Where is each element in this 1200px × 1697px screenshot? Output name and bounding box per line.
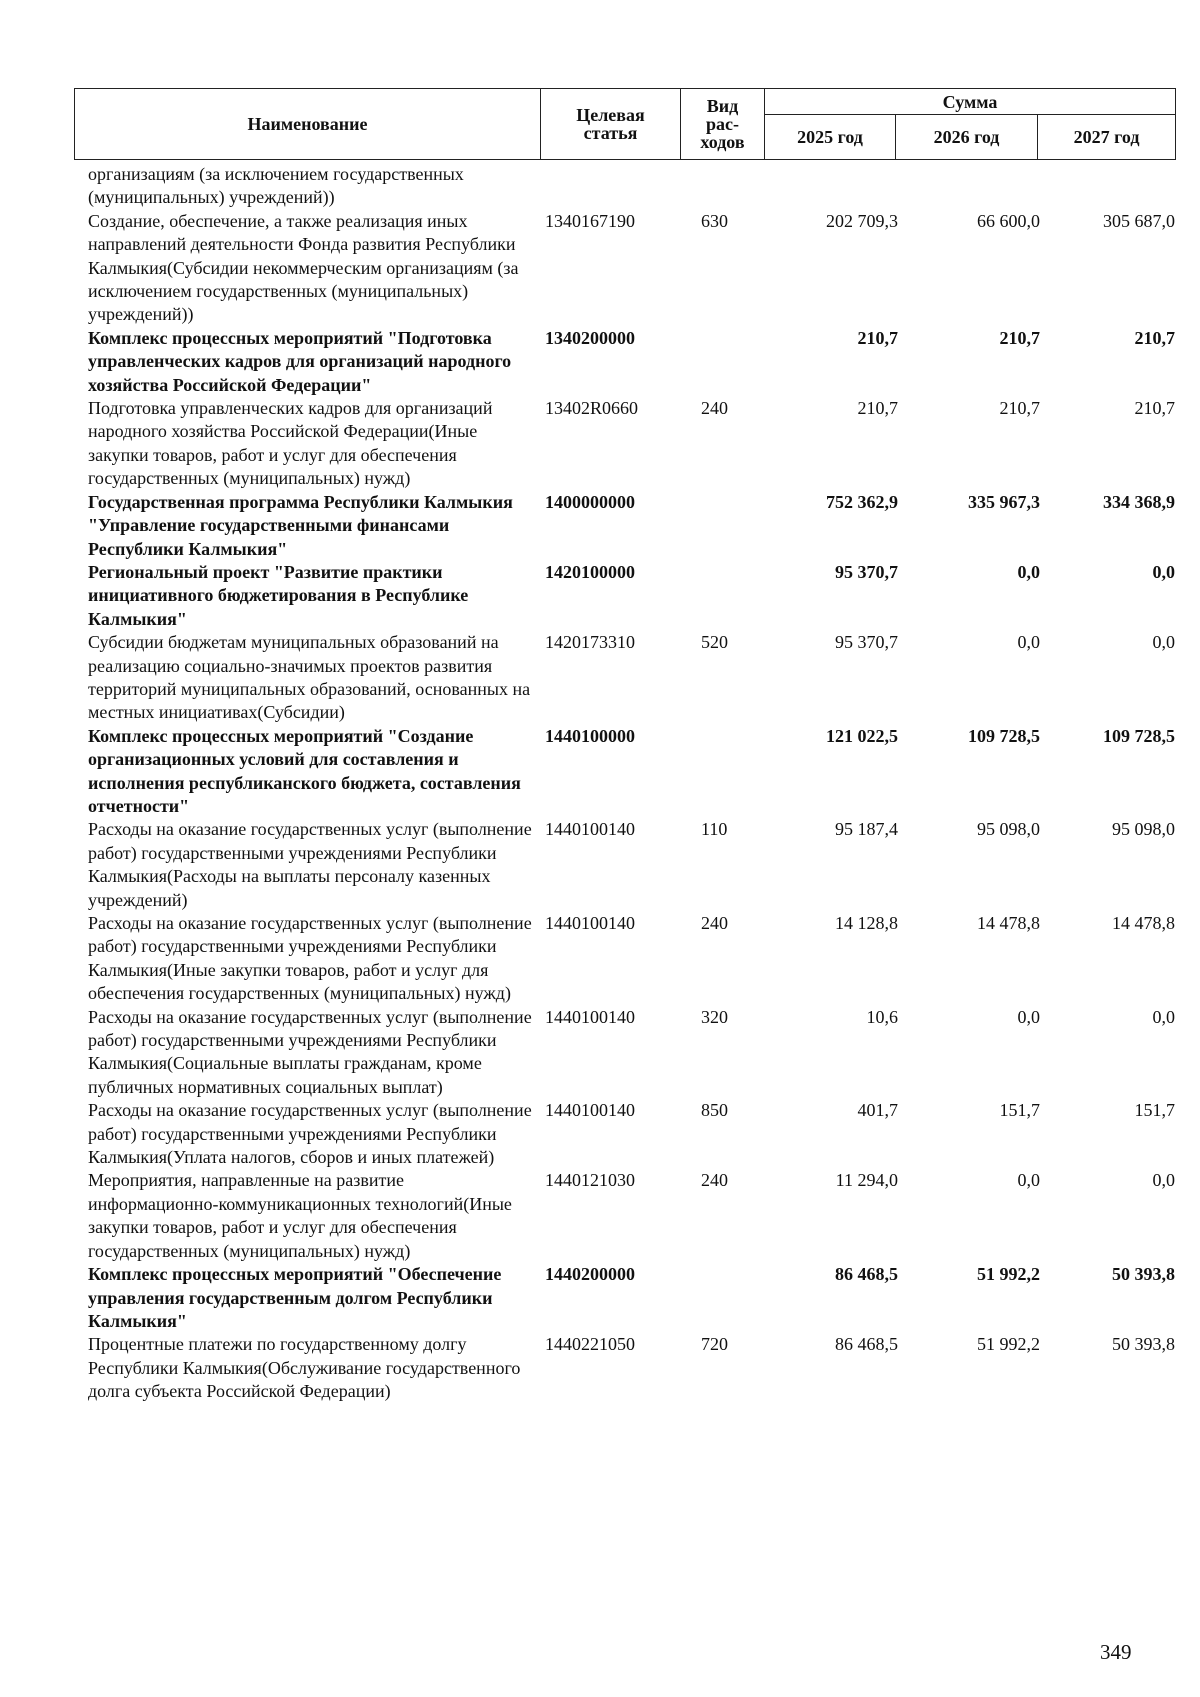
row-article: 13402R0660: [545, 398, 639, 419]
row-name: Расходы на оказание государственных услуг (выполнение работ) государственными учреждениями Республики Калмыкия(Иные закупки товаров, работ и услуг для обеспечения государственных (муниципальных) нужд): [88, 913, 532, 1004]
row-vid: 850: [701, 1100, 728, 1121]
row-article: 1440221050: [545, 1334, 635, 1355]
row-name: Создание, обеспечение, а также реализация иных направлений деятельности Фонда развития Республики Калмыкия(Субсидии некоммерческим организациям (за исключением государственных (муниципальных) учреждений)): [88, 210, 519, 325]
header-article: Целевая статья: [541, 89, 681, 160]
row-name: Государственная программа Республики Калмыкия "Управление государственными финансами Республики Калмыкия": [88, 491, 513, 559]
row-sum-2026: 0,0: [1017, 632, 1040, 653]
row-vid: 320: [701, 1006, 728, 1027]
table-row: [88, 561, 1175, 631]
row-sum-2026: 14 478,8: [977, 913, 1040, 933]
row-sum-2026: 51 992,2: [977, 1264, 1040, 1285]
row-vid: 110: [701, 819, 728, 840]
row-name: Региональный проект "Развитие практики инициативного бюджетирования в Республике Калмыкия": [88, 561, 469, 629]
row-sum-2025: 752 362,9: [826, 491, 898, 512]
row-sum-2026: 151,7: [999, 1100, 1040, 1121]
row-sum-2027: 109 728,5: [1103, 725, 1175, 746]
table-row: [88, 1169, 1175, 1263]
row-name: Комплекс процессных мероприятий "Обеспечение управления государственным долгом Республики Калмыкия": [88, 1264, 502, 1331]
table-row: [88, 725, 1175, 819]
row-sum-2026: 95 098,0: [977, 819, 1040, 840]
row-sum-2027: 210,7: [1134, 398, 1175, 419]
table-row: [88, 1263, 1175, 1333]
row-name: Мероприятия, направленные на развитие информационно-коммуникационных технологий(Иные закупки товаров, работ и услуг для обеспечения государственных (муниципальных) нужд): [88, 1170, 512, 1261]
row-sum-2025: 86 468,5: [835, 1334, 898, 1355]
row-sum-2027: 334 368,9: [1103, 491, 1175, 512]
row-sum-2027: 305 687,0: [1103, 210, 1175, 231]
row-sum-2027: 0,0: [1152, 561, 1175, 582]
row-sum-2025: 210,7: [857, 398, 898, 419]
row-name: Комплекс процессных мероприятий "Подготовка управленческих кадров для организаций народного хозяйства Российской Федерации": [88, 327, 512, 395]
row-sum-2026: 0,0: [1017, 1170, 1040, 1191]
row-name: Расходы на оказание государственных услуг (выполнение работ) государственными учреждениями Республики Калмыкия(Уплата налогов, сборов и иных платежей): [88, 1100, 532, 1168]
row-sum-2027: 0,0: [1152, 1006, 1175, 1027]
page-number: 349: [1100, 1640, 1132, 1664]
row-vid: 520: [701, 632, 728, 653]
row-sum-2027: 50 393,8: [1112, 1334, 1175, 1355]
row-sum-2025: 11 294,0: [835, 1170, 898, 1191]
row-sum-2025: 10,6: [866, 1006, 898, 1027]
table-row: [88, 491, 1175, 561]
table-row: [88, 1099, 1175, 1169]
row-article: 1340200000: [545, 327, 635, 348]
row-sum-2025: 210,7: [857, 327, 898, 348]
row-sum-2025: 121 022,5: [826, 725, 898, 746]
row-sum-2026: 210,7: [999, 327, 1040, 348]
row-vid: 240: [701, 1170, 728, 1191]
row-name: Расходы на оказание государственных услуг (выполнение работ) государственными учреждениями Республики Калмыкия(Расходы на выплаты персоналу казенных учреждений): [88, 819, 532, 910]
row-sum-2027: 50 393,8: [1112, 1264, 1175, 1285]
table-row: [88, 912, 1175, 1006]
table-row: [88, 397, 1175, 491]
row-article: 1440100140: [545, 819, 635, 840]
row-name: Процентные платежи по государственному долгу Республики Калмыкия(Обслуживание государственного долга субъекта Российской Федерации): [88, 1334, 521, 1402]
header-name: Наименование: [75, 89, 541, 160]
row-sum-2026: 0,0: [1017, 561, 1040, 582]
table-row: [88, 1333, 1175, 1403]
table-body: [88, 163, 1175, 1404]
row-sum-2025: 202 709,3: [826, 210, 898, 231]
row-sum-2027: 14 478,8: [1112, 913, 1175, 933]
row-article: 1440100140: [545, 913, 635, 933]
row-vid: 240: [701, 913, 728, 933]
header-vid: Вид рас-ходов: [681, 89, 765, 160]
row-name: Субсидии бюджетам муниципальных образований на реализацию социально-значимых проектов развития территорий муниципальных образований, основанных на местных инициативах(Субсидии): [88, 632, 531, 723]
row-name: Комплекс процессных мероприятий "Создание организационных условий для составления и исполнения республиканского бюджета, составления отчетности": [88, 725, 521, 816]
row-sum-2027: 151,7: [1134, 1100, 1175, 1121]
row-sum-2025: 401,7: [857, 1100, 898, 1121]
row-article: 1420100000: [545, 561, 635, 582]
row-sum-2027: 0,0: [1152, 632, 1175, 653]
row-article: 1440100140: [545, 1100, 635, 1121]
row-sum-2025: 86 468,5: [835, 1264, 898, 1285]
row-vid: 240: [701, 398, 728, 419]
row-article: 1340167190: [545, 210, 635, 231]
row-article: 1420173310: [545, 632, 635, 653]
row-sum-2025: 95 370,7: [835, 561, 898, 582]
row-sum-2025: 95 370,7: [835, 632, 898, 653]
row-sum-2026: 0,0: [1017, 1006, 1040, 1027]
row-sum-2026: 51 992,2: [977, 1334, 1040, 1355]
row-article: 1440200000: [545, 1264, 635, 1285]
header-year-2026: 2026 год: [896, 115, 1038, 160]
table-row: [88, 163, 1175, 210]
table-row: [88, 210, 1175, 327]
header-year-2027: 2027 год: [1038, 115, 1176, 160]
header-year-2025: 2025 год: [765, 115, 896, 160]
row-sum-2025: 14 128,8: [835, 913, 898, 933]
row-sum-2026: 66 600,0: [977, 210, 1040, 231]
row-sum-2025: 95 187,4: [835, 819, 898, 840]
row-sum-2027: 0,0: [1152, 1170, 1175, 1191]
row-article: 1440100140: [545, 1006, 635, 1027]
row-sum-2026: 335 967,3: [968, 491, 1040, 512]
row-vid: 630: [701, 210, 728, 231]
table-row: [88, 1006, 1175, 1100]
row-article: 1400000000: [545, 491, 635, 512]
row-sum-2027: 95 098,0: [1112, 819, 1175, 840]
row-sum-2026: 210,7: [999, 398, 1040, 419]
row-name: организациям (за исключением государственных (муниципальных) учреждений)): [88, 164, 464, 208]
row-article: 1440121030: [545, 1170, 635, 1191]
row-sum-2026: 109 728,5: [968, 725, 1040, 746]
header-sum: Сумма: [765, 89, 1176, 115]
table-row: [88, 327, 1175, 397]
row-name: Расходы на оказание государственных услуг (выполнение работ) государственными учреждениями Республики Калмыкия(Социальные выплаты гражданам, кроме публичных нормативных социальных выплат): [88, 1006, 532, 1097]
row-name: Подготовка управленческих кадров для организаций народного хозяйства Российской Федерации(Иные закупки товаров, работ и услуг для обеспечения государственных (муниципальных) нужд): [88, 398, 493, 489]
row-vid: 720: [701, 1334, 728, 1355]
table-header: [74, 88, 1176, 160]
table-row: [88, 631, 1175, 725]
row-sum-2027: 210,7: [1134, 327, 1175, 348]
table-row: [88, 818, 1175, 912]
row-article: 1440100000: [545, 725, 635, 746]
